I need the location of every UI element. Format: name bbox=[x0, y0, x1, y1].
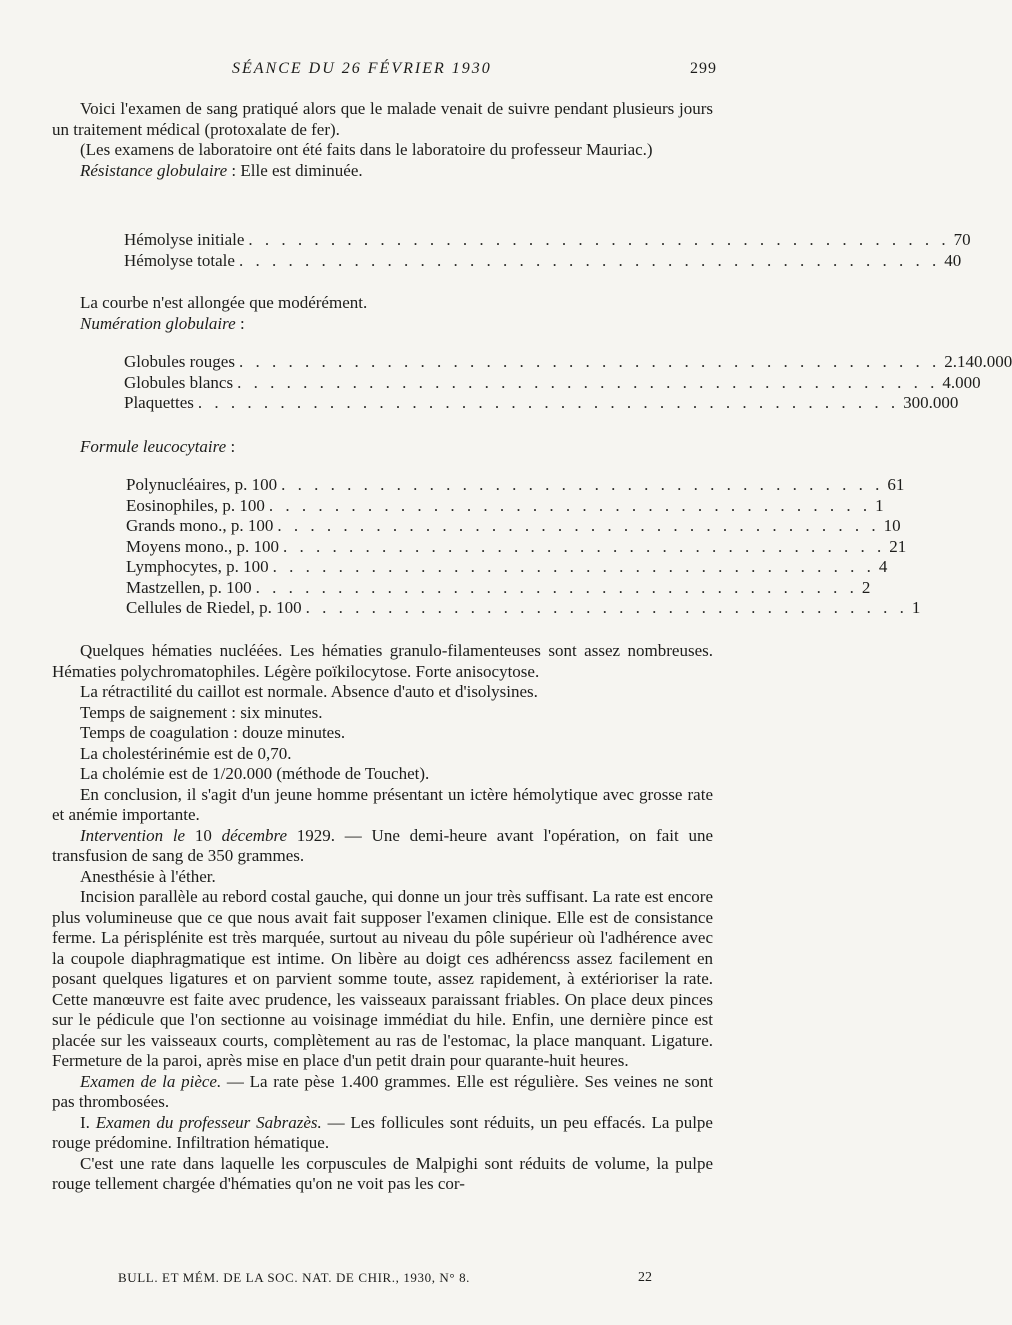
row-label: Moyens mono., p. 100 bbox=[126, 536, 279, 556]
intro-section bbox=[52, 99, 713, 181]
row-label: Globules rouges bbox=[124, 352, 235, 371]
intervention-label: Intervention le bbox=[80, 825, 186, 845]
row-value: 1 bbox=[875, 495, 884, 515]
row-value: 4.000 bbox=[942, 372, 981, 392]
journal-reference: BULL. ET MÉM. DE LA SOC. NAT. DE CHIR., 1930, N° 8. bbox=[118, 1270, 471, 1285]
dot-leader: . . . . . . . . . . . . . . . . . . . . . . . . . . . . . . . . . . . . . bbox=[305, 598, 908, 617]
intro-paragraph: Voici l'examen de sang pratiqué alors que le malade venait de suivre pendant plusieurs jours un traitement médical (protoxalate de fer). bbox=[52, 99, 713, 139]
dot-leader: . . . . . . . . . . . . . . . . . . . . . . . . . . . . . . . . . . . . . bbox=[283, 536, 886, 556]
row-label: Cellules de Riedel, p. 100 bbox=[126, 598, 302, 617]
numeration-table bbox=[124, 352, 1012, 414]
leucocytes-table bbox=[126, 475, 921, 619]
dot-leader: . . . . . . . . . . . . . . . . . . . . . . . . . . . . . . . . . . . . . bbox=[281, 475, 884, 494]
intervention-text: 1929. — Une demi-heure avant l'opération, on fait une transfusion de sang de 350 grammes. bbox=[52, 825, 714, 865]
findings-paragraph: La cholémie est de 1/20.000 (méthode de Touchet). bbox=[80, 764, 430, 783]
lab-note-paragraph: (Les examens de laboratoire ont été faits dans le laboratoire du professeur Mauriac.) bbox=[80, 140, 653, 159]
anesthesia-paragraph: Anesthésie à l'éther. bbox=[80, 866, 216, 886]
leucocyte-row bbox=[126, 598, 921, 619]
dot-leader: . . . . . . . . . . . . . . . . . . . . . . . . . . . . . . . . . . . . . . . . . . . bbox=[248, 230, 950, 249]
intervention-date: 10 bbox=[185, 825, 222, 845]
row-label: Polynucléaires, p. 100 bbox=[126, 475, 278, 494]
resistance-text: : Elle est diminuée. bbox=[227, 160, 363, 180]
findings-paragraph: Temps de coagulation : douze minutes. bbox=[80, 723, 346, 742]
operation-paragraph: Incision parallèle au rebord costal gauche, qui donne un jour très suffisant. La rate est encore plus volumineuse que ce que nous avait fait supposer l'examen clinique. Elle est de consistance ferme. La périsplénite est très marquée, surtout au niveau du pôle supérieur où l'adhérence avec la coupole diaphragmatique est intime. On libère au doigt ces adhérencss assez facilement en posant quelques ligatures et on parvient somme toute, assez rapidement, à extérioriser la rate. Cette manœuvre est faite avec prudence, les vaisseaux paraissant friables. On place deux pinces sur le pédicule que l'on sectionne au voisinage immédiat du hile. Enfin, une dernière pince est placée sur les vaisseaux courts, complètement au ras de l'estomac, la place manquant. Ligature. Fermeture de la paroi, après mise en place d'un petit drain pour quarante-huit heures. bbox=[52, 887, 713, 1070]
examen-text: — La rate pèse 1.400 grammes. Elle est régulière. Ses veines ne sont pas thrombosées. bbox=[52, 1071, 713, 1111]
findings-section bbox=[52, 641, 713, 1195]
malpighi-paragraph: C'est une rate dans laquelle les corpuscules de Malpighi sont réduits de volume, la pulpe rouge tellement chargée d'hématies qu'on ne voit pas les cor- bbox=[52, 1153, 713, 1193]
page-number: 299 bbox=[690, 60, 717, 77]
numeration-row bbox=[124, 352, 1012, 373]
numeration-heading bbox=[52, 314, 713, 335]
row-value: 300.000 bbox=[903, 393, 959, 412]
row-label: Eosinophiles, p. 100 bbox=[126, 495, 265, 515]
row-value: 1 bbox=[911, 598, 921, 617]
running-title: SÉANCE DU 26 FÉVRIER 1930 bbox=[232, 60, 492, 77]
numeration-label: Numération globulaire bbox=[80, 313, 236, 333]
leucocyte-row bbox=[126, 475, 905, 496]
sabrazes-paragraph bbox=[52, 1113, 713, 1154]
findings-paragraph: La rétractilité du caillot est normale. Absence d'auto et d'isolysines. bbox=[80, 682, 538, 701]
courbe-line: La courbe n'est allongée que modérément. bbox=[80, 293, 368, 312]
row-label: Grands mono., p. 100 bbox=[126, 516, 274, 535]
formule-heading bbox=[52, 437, 713, 458]
intervention-paragraph bbox=[52, 826, 713, 867]
row-value: 70 bbox=[953, 230, 971, 249]
row-label: Mastzellen, p. 100 bbox=[126, 577, 252, 597]
row-value: 40 bbox=[944, 250, 962, 270]
dot-leader: . . . . . . . . . . . . . . . . . . . . . . . . . . . . . . . . . . . . . bbox=[277, 516, 880, 535]
formule-suffix: : bbox=[226, 437, 236, 456]
hemolyse-row bbox=[124, 250, 962, 272]
leucocyte-row bbox=[126, 516, 901, 537]
row-label: Plaquettes bbox=[124, 393, 194, 412]
row-label: Hémolyse totale bbox=[124, 250, 235, 270]
intervention-month: décembre bbox=[221, 825, 288, 845]
sabrazes-text: — Les follicules sont réduits, un peu effacés. La pulpe rouge prédomine. Infiltration hématique. bbox=[52, 1112, 713, 1152]
dot-leader: . . . . . . . . . . . . . . . . . . . . . . . . . . . . . . . . . . . . . . . . . . . bbox=[238, 250, 941, 270]
row-label: Globules blancs bbox=[124, 372, 234, 392]
resistance-label: Résistance globulaire bbox=[80, 160, 228, 180]
numeration-row bbox=[124, 393, 959, 414]
formule-label: Formule leucocytaire bbox=[80, 437, 227, 456]
examen-label: Examen de la pièce. bbox=[80, 1071, 222, 1091]
dot-leader: . . . . . . . . . . . . . . . . . . . . . . . . . . . . . . . . . . . . . . . . . . . bbox=[197, 393, 900, 412]
row-label: Lymphocytes, p. 100 bbox=[126, 557, 269, 576]
row-value: 61 bbox=[887, 475, 905, 494]
dot-leader: . . . . . . . . . . . . . . . . . . . . . . . . . . . . . . . . . . . . . bbox=[268, 495, 872, 515]
hemolyse-table bbox=[124, 230, 971, 271]
page-footer bbox=[0, 1270, 800, 1290]
sabrazes-label: Examen du professeur Sabrazès. bbox=[95, 1112, 322, 1132]
row-label: Hémolyse initiale bbox=[124, 230, 245, 249]
page-header bbox=[0, 60, 800, 84]
dot-leader: . . . . . . . . . . . . . . . . . . . . . . . . . . . . . . . . . . . . . . . . . . . bbox=[237, 372, 939, 392]
findings-paragraph: Temps de saignement : six minutes. bbox=[80, 702, 323, 722]
hemolyse-row bbox=[124, 230, 971, 251]
row-value: 2 bbox=[861, 577, 871, 597]
leucocyte-row bbox=[126, 577, 871, 599]
sabrazes-number: I. bbox=[80, 1112, 96, 1132]
signature-number: 22 bbox=[638, 1270, 652, 1285]
row-value: 4 bbox=[878, 557, 888, 576]
dot-leader: . . . . . . . . . . . . . . . . . . . . . . . . . . . . . . . . . . . . . bbox=[255, 577, 858, 597]
courbe-section bbox=[52, 293, 713, 334]
resistance-line bbox=[52, 161, 713, 182]
leucocyte-row bbox=[126, 495, 884, 517]
row-value: 10 bbox=[883, 516, 901, 535]
dot-leader: . . . . . . . . . . . . . . . . . . . . . . . . . . . . . . . . . . . . . . . . . . . bbox=[238, 352, 941, 371]
leucocyte-row bbox=[126, 536, 907, 558]
numeration-row bbox=[124, 372, 981, 394]
numeration-suffix: : bbox=[235, 313, 245, 333]
conclusion-paragraph: En conclusion, il s'agit d'un jeune homme présentant un ictère hémolytique avec grosse rate et anémie importante. bbox=[52, 784, 713, 824]
formule-section bbox=[52, 437, 713, 458]
row-value: 2.140.000 bbox=[944, 352, 1012, 371]
findings-paragraph: Quelques hématies nucléées. Les hématies granulo-filamenteuses sont assez nombreuses. Hématies polychromatophiles. Légère poïkilocytose. Forte anisocytose. bbox=[52, 641, 713, 681]
findings-paragraph: La cholestérinémie est de 0,70. bbox=[80, 743, 292, 763]
examen-paragraph bbox=[52, 1072, 713, 1113]
dot-leader: . . . . . . . . . . . . . . . . . . . . . . . . . . . . . . . . . . . . . bbox=[272, 557, 875, 576]
row-value: 21 bbox=[889, 536, 907, 556]
leucocyte-row bbox=[126, 557, 888, 578]
